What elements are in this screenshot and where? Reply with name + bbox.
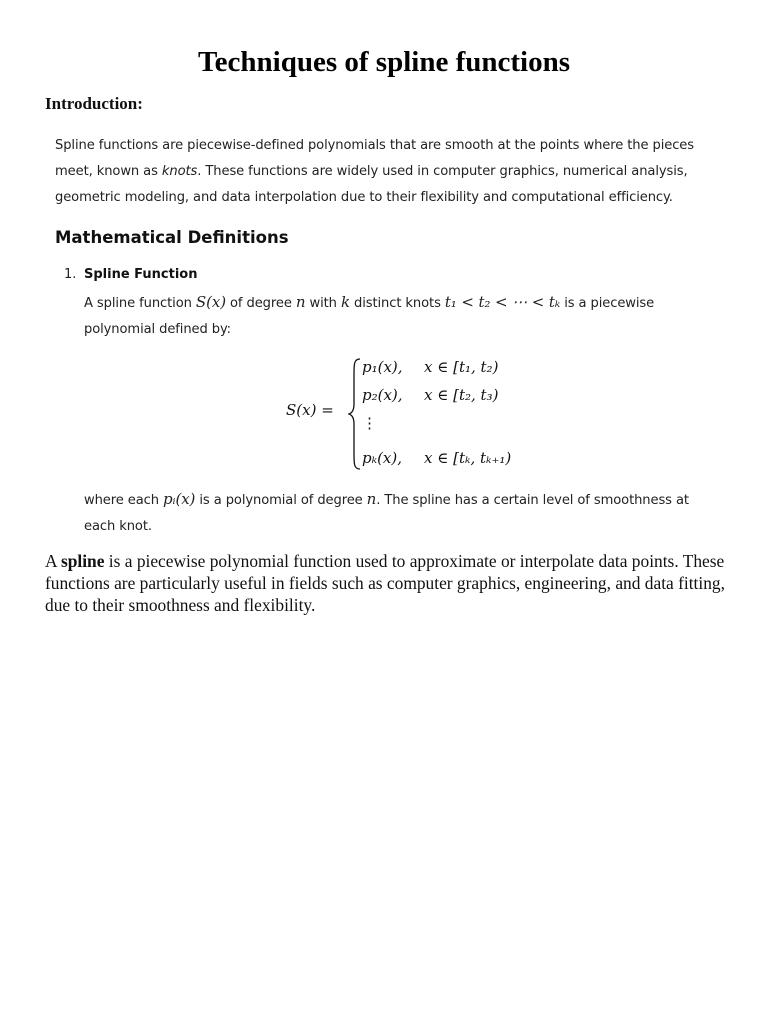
def-text-c: with [305,296,341,311]
formula-piece: pₖ(x), [362,449,403,467]
where-paragraph [84,486,724,540]
piecewise-formula [286,356,536,472]
def-text-b: of degree [225,296,296,311]
formula-condition: x ∈ [t₂, t₃) [424,386,499,404]
list-item-title: Spline Function [84,267,198,282]
where-text-c: . The spline has a certain level of smoothness at each knot. [84,493,689,534]
formula-vdots: ⋮ [362,414,377,432]
definition-paragraph [84,289,724,343]
where-text-a: where each [84,493,164,508]
math-knot-sequence: t₁ < t₂ < ⋯ < tₖ [444,293,561,311]
intro-text-1: Spline functions are piecewise-defined polynomials that are smooth at the points where the pieces meet, known as [55,138,694,179]
math-k: k [340,293,350,311]
formula-row [362,414,377,432]
closing-paragraph [45,550,735,616]
spline-term: spline [60,551,105,571]
left-brace-icon [348,356,362,472]
def-text-a: A spline function [84,296,196,311]
math-p-i: pᵢ(x) [163,490,196,508]
math-n: n [366,490,377,508]
intro-heading: Introduction: [45,94,143,113]
formula-condition: x ∈ [t₁, t₂) [424,358,499,376]
math-n: n [295,293,306,311]
formula-condition: x ∈ [tₖ, tₖ₊₁) [424,449,512,467]
intro-paragraph [55,133,725,211]
formula-piece: p₁(x), [362,358,403,376]
knots-term: knots [161,164,198,179]
formula-lhs: S(x) = [286,401,334,419]
def-text-e: is a piecewise polynomial defined by: [84,296,655,337]
formula-row [362,449,512,467]
where-text-b: is a polynomial of degree [195,493,367,508]
def-text-d: distinct knots [349,296,445,311]
closing-lead: A [45,551,61,571]
intro-text-2: . These functions are widely used in computer graphics, numerical analysis, geometric modeling, and data interpolation due to their flexibility and computational efficiency. [55,164,688,205]
section-heading: Mathematical Definitions [55,228,289,247]
formula-row [362,358,499,376]
formula-row [362,386,499,404]
math-s-of-x: S(x) [195,293,226,311]
list-item-number: 1. [64,267,77,282]
formula-piece: p₂(x), [362,386,403,404]
closing-rest: is a piecewise polynomial function used to approximate or interpolate data points. These functions are particularly useful in fields such as computer graphics, engineering, and data fitting, due to their smoothness and flexibility. [45,551,725,615]
page-title: Techniques of spline functions [197,46,570,78]
